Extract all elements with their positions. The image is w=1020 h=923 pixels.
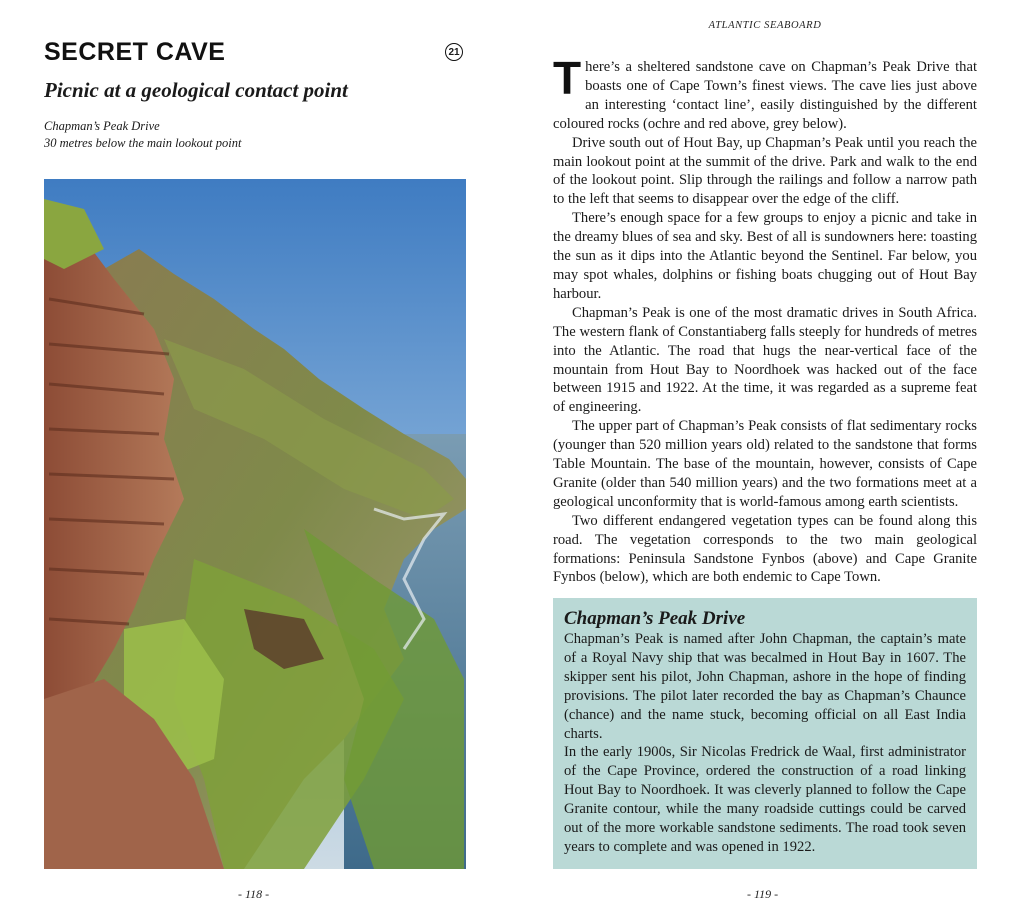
page-number-right: - 119 - xyxy=(747,887,779,901)
paragraph-6: Two different endangered vegetation types can be found along this road. The vegetation corresponds to the two main geological formations: Peninsula Sandstone Fynbos (above) and Cape Granite Fynbos (below), which are both endemic to Cape Town. xyxy=(553,512,977,586)
sidebar-title: Chapman’s Peak Drive xyxy=(564,608,746,629)
info-sidebar-box xyxy=(553,598,977,869)
paragraph-5: The upper part of Chapman’s Peak consists of flat sedimentary rocks (younger than 520 million years old) related to the sandstone that forms Table Mountain. The base of the mountain, however, consists of Cape Granite (older than 540 million years) and the two formations meet at a geological unconformity that is world-famous among earth scientists. xyxy=(553,418,977,510)
landscape-photo-illustration xyxy=(44,179,466,869)
drop-cap: T xyxy=(553,52,582,104)
paragraph-4: Chapman’s Peak is one of the most dramatic drives in South Africa. The western flank of Constantiaberg falls steeply for hundreds of metres into the Atlantic. The road that hugs the near-vertical face of the mountain from Hout Bay to Noordhoek was hacked out of the face between 1915 and 1922. At the time, it was regarded as a supreme feat of engineering. xyxy=(553,304,977,416)
paragraph-1 xyxy=(553,52,977,134)
page-number-left: - 118 - xyxy=(238,887,270,901)
sidebar-body xyxy=(564,630,966,857)
location-line-2: 30 metres below the main lookout point xyxy=(44,136,242,150)
location-info xyxy=(44,118,241,152)
sidebar-paragraph-1: Chapman’s Peak is named after John Chapman, the captain’s mate of a Royal Navy ship that was becalmed in Hout Bay in 1607. The skipper sent his pilot, John Chapman, ashore in the hope of finding provisions. The pilot later recorded the bay as Chapman’s Chaunce (chance) and the name stuck, becoming official on all East India charts. xyxy=(564,631,966,742)
right-page xyxy=(510,0,1020,923)
running-head: ATLANTIC SEABOARD xyxy=(708,20,822,31)
paragraph-2: Drive south out of Hout Bay, up Chapman’s Peak until you reach the main lookout point at the summit of the drive. Park and walk to the end of the lookout point. Slip through the railings and follow a narrow path to the left that seems to disappear over the edge of the cliff. xyxy=(553,134,977,208)
entry-number-badge: 21 xyxy=(445,43,463,61)
cliff-photo xyxy=(44,179,466,869)
entry-subtitle: Picnic at a geological contact point xyxy=(44,78,348,102)
location-line-1: Chapman’s Peak Drive xyxy=(44,119,160,133)
paragraph-3: There’s enough space for a few groups to enjoy a picnic and take in the dreamy blues of sea and sky. Best of all is sundowners here: toasting the sun as it dips into the Atlantic beyond the Sentinel. Far below, you may spot whales, dolphins or fishing boats chugging out of Hout Bay harbour. xyxy=(553,210,977,302)
sidebar-paragraph-2: In the early 1900s, Sir Nicolas Fredrick de Waal, first administrator of the Cape Province, ordered the construction of a road linking Hout Bay to Noordhoek. It was cleverly planned to follow the Cape Granite contour, while the many roadside cuttings could be carved out of the more workable sandstone sediments. The road took seven years to complete and was opened in 1922. xyxy=(564,744,966,855)
entry-title: SECRET CAVE xyxy=(44,38,226,66)
paragraph-1-text: here’s a sheltered sandstone cave on Chapman’s Peak Drive that boasts one of Cape Town’s finest views. The cave lies just above an interesting ‘contact line’, easily distinguished by the different coloured rocks (ochre and red above, grey below). xyxy=(553,59,977,132)
article-body xyxy=(553,52,977,587)
